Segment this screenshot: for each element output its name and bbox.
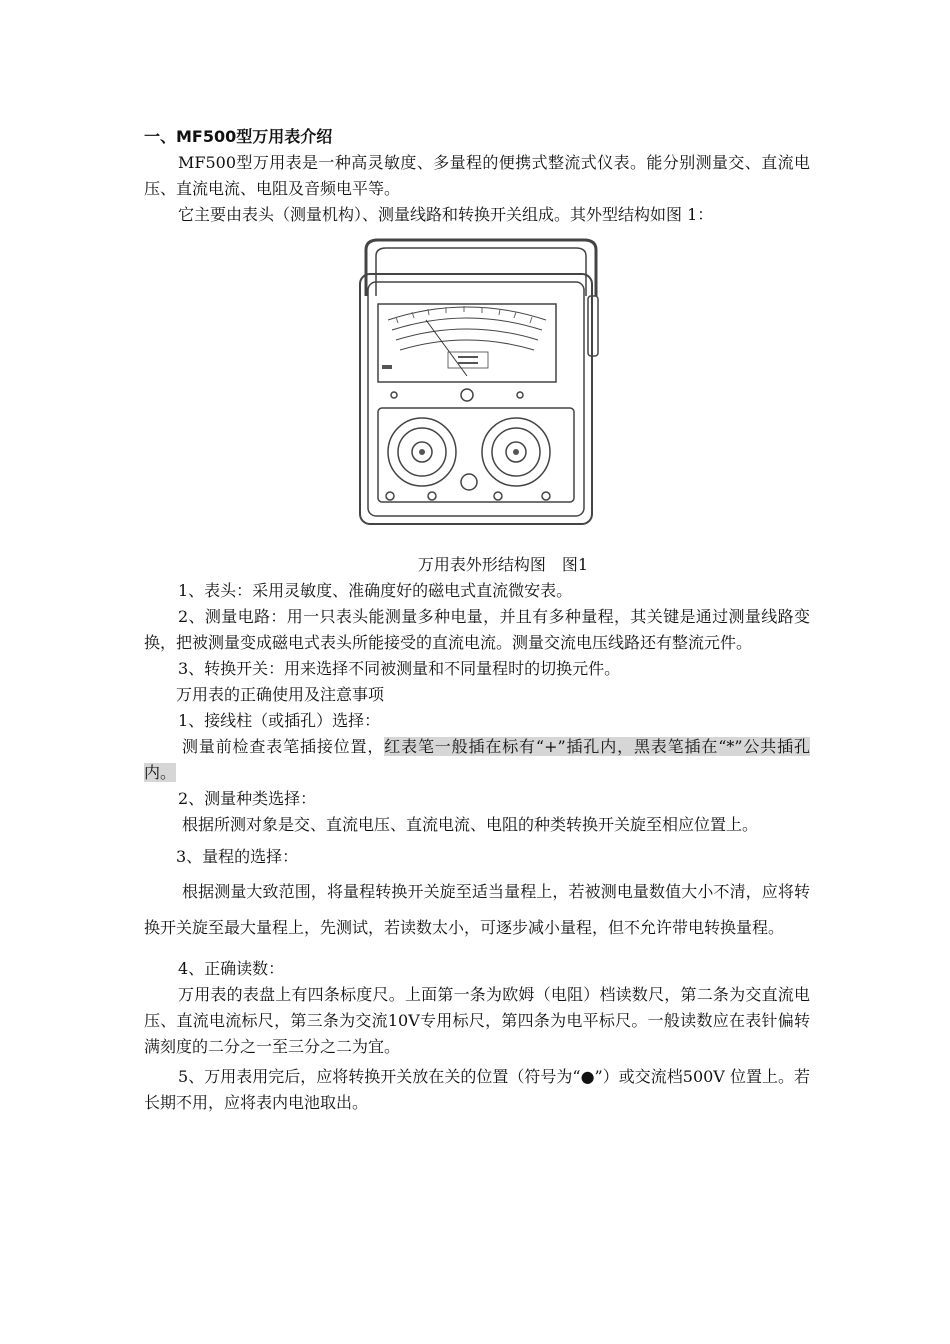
step4-paragraph: 万用表的表盘上有四条标度尺。上面第一条为欧姆（电阻）档读数尺，第二条为交直流电压、直流电流标尺，第三条为交流10V专用标尺，第四条为电平标尺。一般读数应在表针偏转满刻度的二分之一至三分之二为宜。 bbox=[144, 985, 810, 1056]
step5-paragraph: 5、万用表用完后，应将转换开关放在关的位置（符号为“●”）或交流档500V 位置上。若长期不用，应将表内电池取出。 bbox=[144, 1067, 810, 1112]
intro-paragraph-1: MF500型万用表是一种高灵敏度、多量程的便携式整流式仪表。能分别测量交、直流电压、直流电流、电阻及音频电平等。 bbox=[144, 153, 810, 198]
component-headhead: 1、表头：采用灵敏度、准确度好的磁电式直流微安表。 bbox=[178, 581, 573, 600]
step1-paragraph bbox=[144, 734, 810, 786]
multimeter-illustration bbox=[356, 234, 606, 534]
step3-paragraph: 根据测量大致范围，将量程转换开关旋至适当量程上，若被测电量数值大小不清，应将转换开关旋至最大量程上，先测试，若读数太小，可逐步减小量程，但不允许带电转换量程。 bbox=[144, 882, 810, 937]
step4-heading: 4、正确读数： bbox=[178, 959, 285, 978]
step2-heading: 2、测量种类选择： bbox=[178, 789, 317, 808]
step2-paragraph: 根据所测对象是交、直流电压、直流电流、电阻的种类转换开关旋至相应位置上。 bbox=[182, 815, 759, 834]
figure-caption: 万用表外形结构图 图1 bbox=[417, 555, 589, 574]
component-switch: 3、转换开关：用来选择不同被测量和不同量程时的切换元件。 bbox=[178, 659, 621, 678]
document-body bbox=[144, 124, 810, 1116]
step1-highlighted-text: 红表笔一般插在标有“+”插孔内，黑表笔插在“*”公共插孔内。 bbox=[144, 737, 810, 782]
component-circuit: 2、测量电路：用一只表头能测量多种电量，并且有多种量程，其关键是通过测量线路变换，把被测量变成磁电式表头所能接受的直流电流。测量交流电压线路还有整流元件。 bbox=[144, 607, 810, 652]
intro-paragraph-2: 它主要由表头（测量机构）、测量线路和转换开关组成。其外型结构如图 1： bbox=[178, 205, 714, 224]
multimeter-figure bbox=[144, 228, 810, 552]
step1-heading: 1、接线柱（或插孔）选择： bbox=[178, 711, 381, 730]
usage-title: 万用表的正确使用及注意事项 bbox=[176, 685, 385, 704]
step3-heading: 3、量程的选择： bbox=[176, 847, 299, 866]
step1-text: 测量前检查表笔插接位置， bbox=[182, 737, 385, 756]
section-title: 一、MF500型万用表介绍 bbox=[144, 127, 333, 146]
